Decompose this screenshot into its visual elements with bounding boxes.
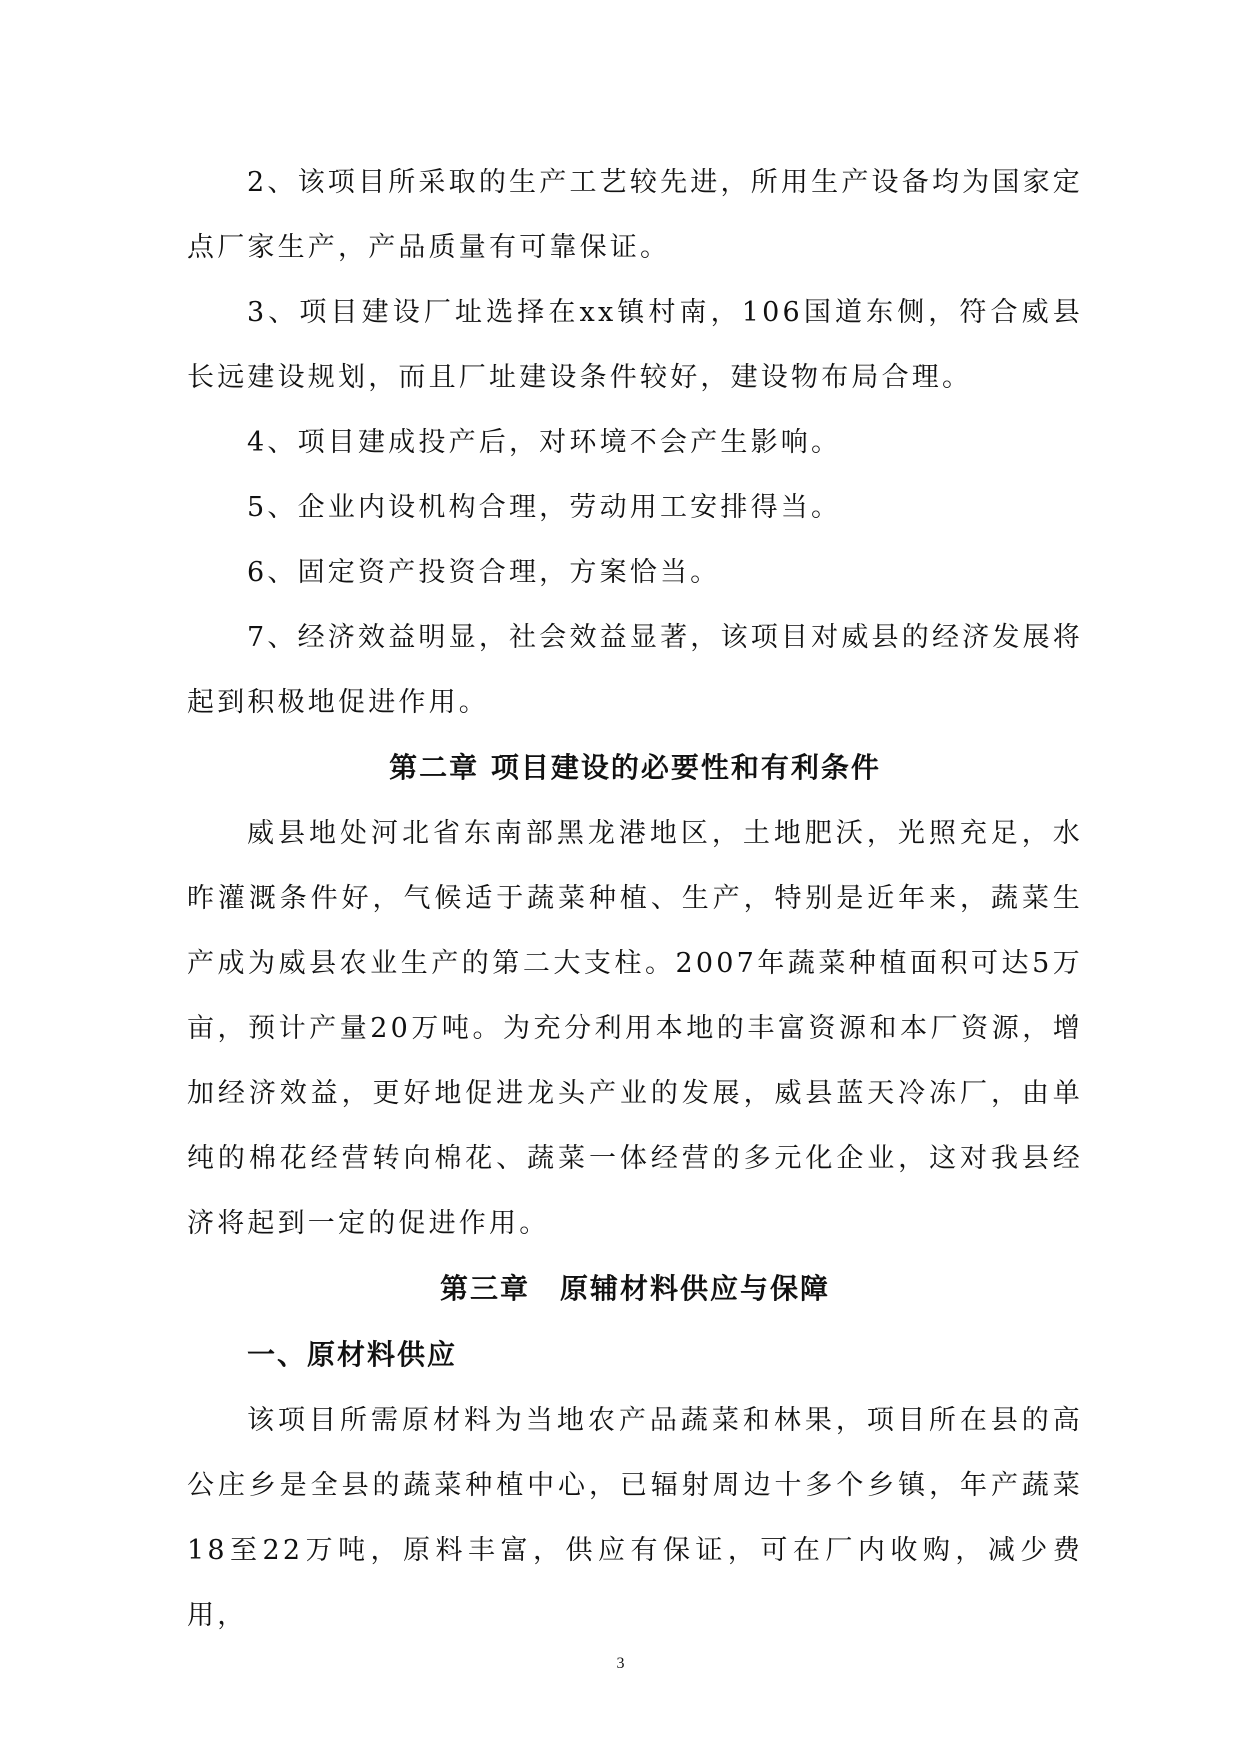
paragraph-item-5: 5、企业内设机构合理，劳动用工安排得当。 (247, 492, 842, 523)
chapter-2-heading: 第二章 项目建设的必要性和有利条件 (389, 751, 881, 784)
chapter-3-heading: 第三章 原辅材料供应与保障 (439, 1272, 830, 1305)
paragraph-item-7: 7、经济效益明显，社会效益显著，该项目对威县的经济发展将起到积极地促进作用。 (187, 622, 1083, 718)
paragraph-item-4: 4、项目建成投产后，对环境不会产生影响。 (247, 427, 842, 458)
paragraph-item-6: 6、固定资产投资合理，方案恰当。 (247, 557, 721, 588)
paragraph-item-2: 2、该项目所采取的生产工艺较先进，所用生产设备均为国家定点厂家生产，产品质量有可靠保证。 (187, 167, 1083, 263)
page-number: 3 (616, 1655, 625, 1672)
document-page (187, 150, 1083, 1648)
section-raw-material-body: 该项目所需原材料为当地农产品蔬菜和林果，项目所在县的高公庄乡是全县的蔬菜种植中心，已辐射周边十多个乡镇，年产蔬菜18至22万吨，原料丰富，供应有保证，可在厂内收购，减少费用， (187, 1405, 1083, 1631)
chapter-2-body: 威县地处河北省东南部黑龙港地区，土地肥沃，光照充足，水昨灌溉条件好，气候适于蔬菜种植、生产，特别是近年来，蔬菜生产成为威县农业生产的第二大支柱。2007年蔬菜种植面积可达5万亩，预计产量20万吨。为充分利用本地的丰富资源和本厂资源，增加经济效益，更好地促进龙头产业的发展，威县蓝天冷冻厂，由单纯的棉花经营转向棉花、蔬菜一体经营的多元化企业，这对我县经济将起到一定的促进作用。 (187, 818, 1083, 1239)
paragraph-item-3: 3、项目建设厂址选择在xx镇村南，106国道东侧，符合威县长远建设规划，而且厂址建设条件较好，建设物布局合理。 (187, 297, 1083, 393)
section-raw-material-heading: 一、原材料供应 (247, 1338, 458, 1371)
